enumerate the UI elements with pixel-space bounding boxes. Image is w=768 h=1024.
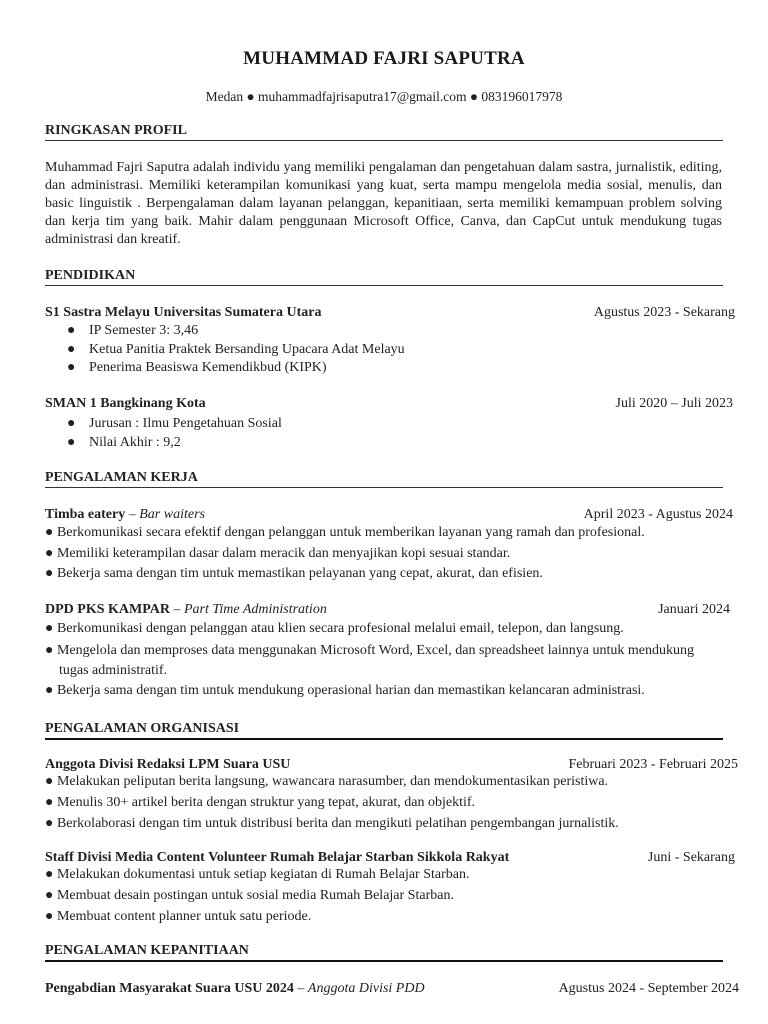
committee-date-1: Agustus 2024 - September 2024 bbox=[558, 981, 739, 996]
work-heading-2 bbox=[45, 601, 327, 619]
organization-bullet: ● Membuat content planner untuk satu periode. bbox=[45, 909, 312, 924]
work-bullet: ● Bekerja sama dengan tim untuk memastikan pelayanan yang cepat, akurat, dan efisien. bbox=[45, 566, 543, 581]
profile-summary: Muhammad Fajri Saputra adalah individu yang memiliki pengalaman dan pengetahuan dalam sastra, jurnalistik, editing, dan administrasi. Memiliki keterampilan komunikasi yang kuat, serta mampu mengelola media sosial, menulis, dan basic linguistik . Berpengalaman dalam layanan pelanggan, kepanitiaan, serta memiliki kemampuan problem solving dan kerja tim yang baik. Mahir dalam penggunaan Microsoft Office, Canva, dan CapCut untuk mendukung tugas administrasi dan kreatif. bbox=[45, 160, 722, 247]
work-role: Part Time Administration bbox=[183, 602, 327, 617]
organization-title-2: Staff Divisi Media Content Volunteer Rumah Belajar Starban Sikkola Rakyat bbox=[45, 850, 510, 865]
work-bullet: ● Berkomunikasi dengan pelanggan atau klien secara profesional melalui email, telepon, dan langsung. bbox=[45, 621, 624, 636]
contact-line: Medan ● muhammadfajrisaputra17@gmail.com ● 083196017978 bbox=[205, 89, 563, 104]
organization-title-1: Anggota Divisi Redaksi LPM Suara USU bbox=[45, 757, 291, 772]
organization-date-1: Februari 2023 - Februari 2025 bbox=[568, 757, 738, 772]
section-title-committee: PENGALAMAN KEPANITIAAN bbox=[45, 943, 723, 962]
work-company: DPD PKS KAMPAR bbox=[45, 602, 170, 617]
education-bullet: ● Penerima Beasiswa Kemendikbud (KIPK) bbox=[67, 360, 327, 375]
work-bullet: ● Bekerja sama dengan tim untuk mendukung operasional harian dan memastikan kelancaran administrasi. bbox=[45, 683, 645, 698]
committee-heading-1 bbox=[45, 980, 425, 998]
education-title-2: SMAN 1 Bangkinang Kota bbox=[45, 396, 206, 411]
work-date-1: April 2023 - Agustus 2024 bbox=[583, 507, 733, 522]
work-company: Timba eatery bbox=[45, 507, 126, 522]
education-bullet: ● Ketua Panitia Praktek Bersanding Upacara Adat Melayu bbox=[67, 342, 405, 357]
education-title-1: S1 Sastra Melayu Universitas Sumatera Utara bbox=[45, 305, 322, 320]
committee-event: Pengabdian Masyarakat Suara USU 2024 bbox=[45, 981, 294, 996]
organization-bullet: ● Membuat desain postingan untuk sosial media Rumah Belajar Starban. bbox=[45, 888, 454, 903]
candidate-name: MUHAMMAD FAJRI SAPUTRA bbox=[243, 48, 525, 69]
education-bullet: ● Jurusan : Ilmu Pengetahuan Sosial bbox=[67, 416, 282, 431]
committee-role: Anggota Divisi PDD bbox=[307, 981, 425, 996]
work-heading-1 bbox=[45, 506, 205, 524]
section-title-work: PENGALAMAN KERJA bbox=[45, 470, 723, 488]
organization-bullet: ● Melakukan dokumentasi untuk setiap kegiatan di Rumah Belajar Starban. bbox=[45, 867, 470, 882]
committee-separator: – bbox=[293, 981, 308, 996]
education-date-1: Agustus 2023 - Sekarang bbox=[593, 305, 735, 320]
organization-bullet: ● Berkolaborasi dengan tim untuk distribusi berita dan mengikuti pelatihan pengembangan jurnalistik. bbox=[45, 816, 619, 831]
section-title-organization: PENGALAMAN ORGANISASI bbox=[45, 721, 723, 740]
education-date-2: Juli 2020 – Juli 2023 bbox=[615, 396, 733, 411]
work-date-2: Januari 2024 bbox=[658, 602, 730, 617]
work-bullet: ● Mengelola dan memproses data menggunakan Microsoft Word, Excel, dan spreadsheet lainnya untuk mendukung tugas administratif. bbox=[45, 643, 694, 678]
education-bullet: ● IP Semester 3: 3,46 bbox=[67, 323, 199, 338]
work-separator: – bbox=[125, 507, 140, 522]
organization-date-2: Juni - Sekarang bbox=[647, 850, 735, 865]
work-separator: – bbox=[169, 602, 184, 617]
work-role: Bar waiters bbox=[139, 507, 205, 522]
section-title-education: PENDIDIKAN bbox=[45, 268, 723, 286]
work-bullet: ● Memiliki keterampilan dasar dalam meracik dan menyajikan kopi sesuai standar. bbox=[45, 546, 511, 561]
organization-bullet: ● Melakukan peliputan berita langsung, wawancara narasumber, dan mendokumentasikan peristiwa. bbox=[45, 774, 609, 789]
organization-bullet: ● Menulis 30+ artikel berita dengan struktur yang tepat, akurat, dan objektif. bbox=[45, 795, 476, 810]
education-bullet: ● Nilai Akhir : 9,2 bbox=[67, 435, 181, 450]
work-bullet: ● Berkomunikasi secara efektif dengan pelanggan untuk memberikan layanan yang ramah dan profesional. bbox=[45, 525, 645, 540]
section-title-profile: RINGKASAN PROFIL bbox=[45, 123, 723, 141]
